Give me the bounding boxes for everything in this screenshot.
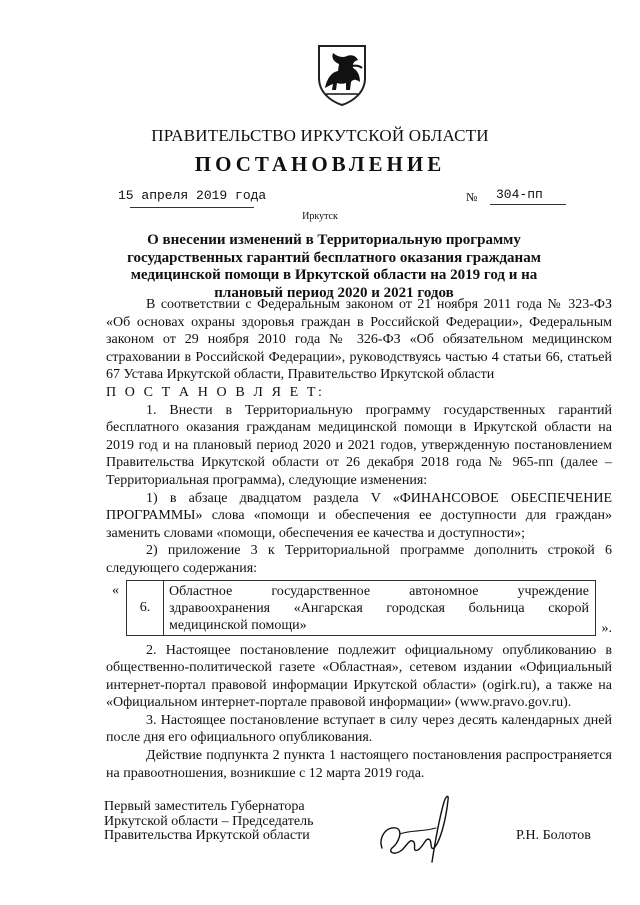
item-1-paragraph: 1. Внести в Территориальную программу государственных гарантий бесплатного оказания гражданам медицинской помощи в Иркутской области на 2019 год и на плановый период 2020 и 2021 годов, утвержденную постановлением Правительства Иркутской области от 26 декабря 2018 года № 965-пп (далее – Территориальная программа), следующие изменения: <box>106 402 612 488</box>
signatory-name: Р.Н. Болотов <box>516 828 591 843</box>
table-row-text <box>169 583 589 634</box>
number-sign: № <box>466 190 478 204</box>
document-body <box>106 296 612 782</box>
item-2-paragraph: 2. Настоящее постановление подлежит официальному опубликованию в общественно-политической газете «Областная», сетевом издании «Официальный интернет-портал правовой информации Иркутской области» (ogirk.ru), а также на «Официальном интернет-портале правовой информации» (www.pravo.gov.ru). <box>106 642 612 711</box>
signatory-position-line: Правительства Иркутской области <box>104 828 310 843</box>
close-quote: ». <box>601 620 612 636</box>
handwritten-signature <box>376 790 456 868</box>
government-name: ПРАВИТЕЛЬСТВО ИРКУТСКОЙ ОБЛАСТИ <box>151 126 489 145</box>
preamble-paragraph: В соответствии с Федеральным законом от 21 ноября 2011 года № 323-ФЗ «Об основах охраны здоровья граждан в Российской Федерации», Федеральным законом от 29 ноября 2010 года № 326-ФЗ «Об обязательном медицинском страховании в Российской Федерации», руководствуясь частью 4 статьи 66, статьей 67 Устава Иркутской области, Правительство Иркутской области <box>106 297 612 383</box>
coat-of-arms-emblem <box>316 44 368 106</box>
table-row-text-line: здравоохранения «Ангарская городская больница скорой <box>169 600 589 616</box>
table-row-text-line: Областное государственное автономное учреждение <box>169 583 589 599</box>
inserted-table-row <box>106 580 612 636</box>
item-1-1-paragraph: 1) в абзаце двадцатом раздела V «ФИНАНСОВОЕ ОБЕСПЕЧЕНИЕ ПРОГРАММЫ» слова «помощи и обеспечения ее доступности для граждан» заменить словами «помощи, обеспечения ее качества и доступности»; <box>106 490 612 541</box>
document-type: ПОСТАНОВЛЕНИЕ <box>194 152 446 176</box>
city: Иркутск <box>302 211 338 222</box>
resolves-heading: П О С Т А Н О В Л Я Е Т: <box>106 384 325 400</box>
open-quote: « <box>112 582 119 598</box>
document-number: 304-пп <box>496 187 543 202</box>
signatory-position <box>104 800 313 844</box>
table-row-box <box>126 580 596 636</box>
document-title: О внесении изменений в Территориальную программу государственных гарантий бесплатного оказания гражданам медицинской помощи в Иркутской области на 2019 год и на плановый период 2020 и 2021 годов <box>127 232 541 301</box>
date-underline <box>130 207 254 208</box>
signatory-position-line: Первый заместитель Губернатора <box>104 799 305 814</box>
table-row-text-line: медицинской помощи» <box>169 617 307 633</box>
item-1-2-paragraph: 2) приложение 3 к Территориальной программе дополнить строкой 6 следующего содержания: <box>106 543 612 576</box>
number-underline <box>490 204 566 205</box>
table-row-number: 6. <box>127 581 164 635</box>
item-3-effect-paragraph: Действие подпункта 2 пункта 1 настоящего постановления распространяется на правоотношения, возникшие с 12 марта 2019 года. <box>106 748 612 781</box>
item-3-paragraph: 3. Настоящее постановление вступает в силу через десять календарных дней после дня его официального опубликования. <box>106 712 612 746</box>
document-date: 15 апреля 2019 года <box>118 188 267 203</box>
signatory-position-line: Иркутской области – Председатель <box>104 813 314 829</box>
